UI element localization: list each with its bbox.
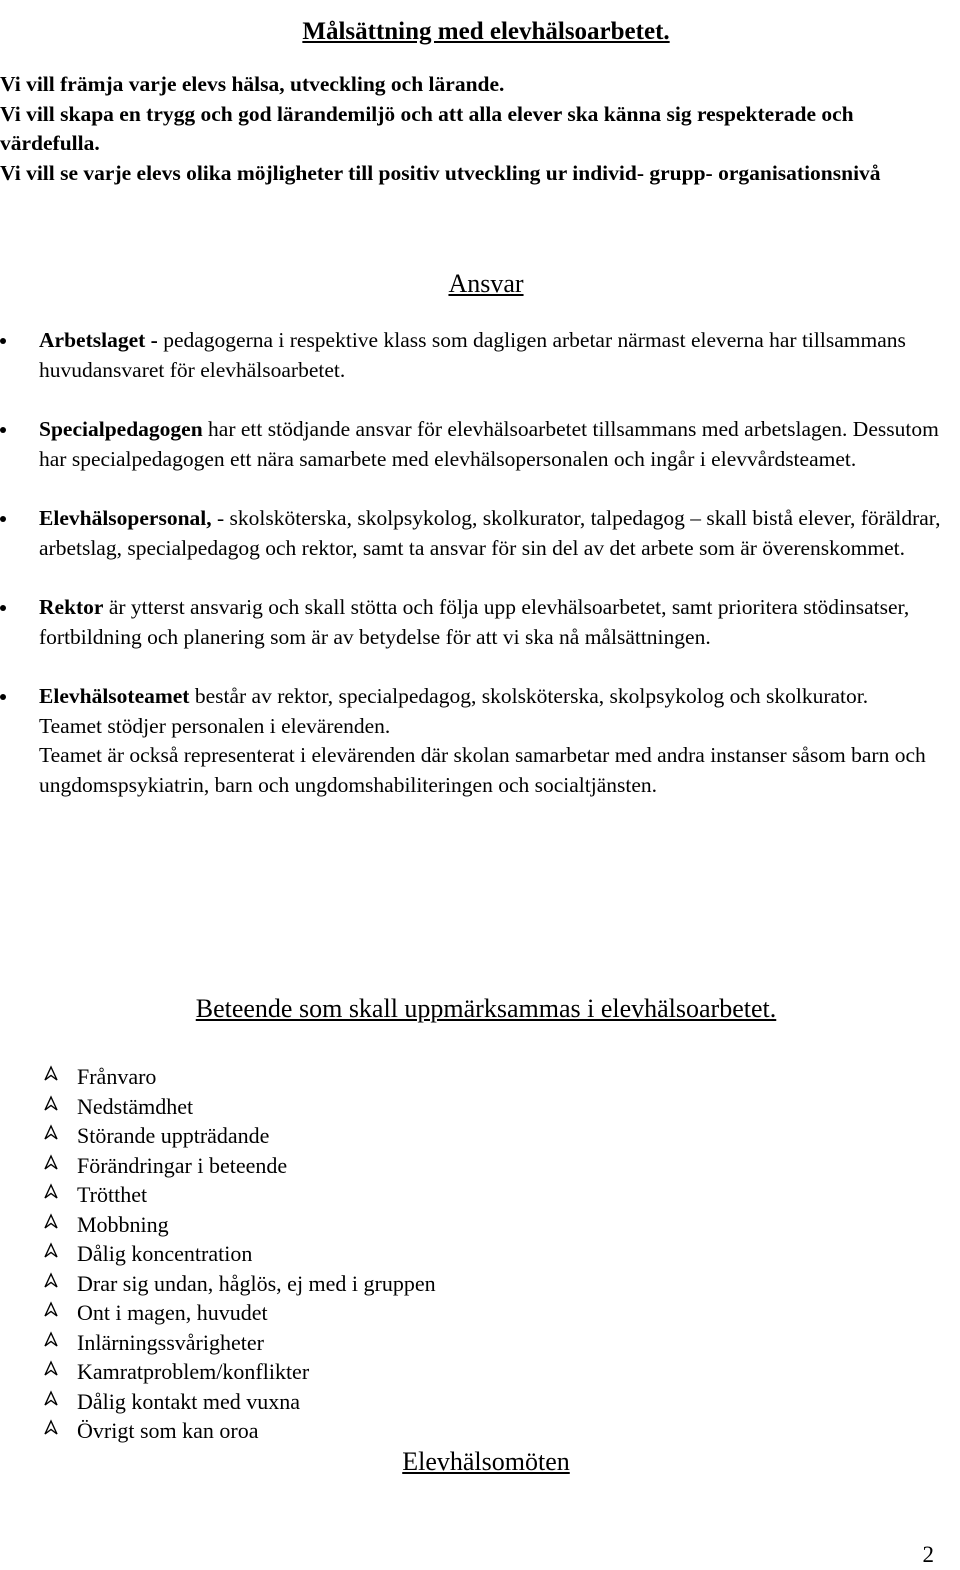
behavior-item xyxy=(0,1387,436,1417)
section-heading-elevhalsomoten: Elevhälsomöten xyxy=(402,1447,570,1476)
behavior-item xyxy=(0,1210,436,1240)
responsibility-text xyxy=(39,504,948,563)
behavior-label: Ont i magen, huvudet xyxy=(77,1300,268,1325)
behavior-item xyxy=(0,1416,436,1446)
behavior-label: Övrigt som kan oroa xyxy=(77,1418,259,1443)
responsibility-extra: Teamet stödjer personalen i elevärenden. xyxy=(39,713,391,738)
behavior-item xyxy=(0,1298,436,1328)
responsibility-text xyxy=(39,593,948,652)
behavior-label: Inlärningssvårigheter xyxy=(77,1329,264,1355)
arrowhead-up-icon xyxy=(42,1242,60,1262)
behavior-item xyxy=(0,1269,436,1299)
behavior-item xyxy=(0,1062,436,1092)
bullet-icon xyxy=(0,516,6,522)
responsibility-role: Rektor xyxy=(39,595,104,619)
intro-goal: Vi vill se varje elevs olika möjligheter till positiv utveckling ur individ- grupp- organisationsnivå xyxy=(0,160,881,185)
responsibility-item xyxy=(0,326,948,385)
intro-goal: Vi vill främja varje elevs hälsa, utveckling och lärande. xyxy=(0,72,505,96)
arrowhead-up-icon xyxy=(42,1124,60,1144)
arrowhead-up-icon xyxy=(42,1065,60,1085)
bullet-icon xyxy=(0,605,6,611)
behavior-list xyxy=(0,1062,436,1446)
responsibility-text xyxy=(39,326,948,385)
responsibility-text xyxy=(39,415,948,474)
behavior-item xyxy=(0,1092,436,1122)
behavior-label: Drar sig undan, håglös, ej med i gruppen xyxy=(77,1270,436,1296)
behavior-label: Mobbning xyxy=(77,1211,169,1237)
arrowhead-up-icon xyxy=(42,1331,60,1351)
behavior-item xyxy=(0,1328,436,1358)
arrowhead-up-icon xyxy=(42,1360,60,1380)
bullet-icon xyxy=(0,427,6,433)
arrowhead-up-icon xyxy=(42,1095,60,1115)
responsibility-item xyxy=(0,504,948,563)
page-number: 2 xyxy=(922,1542,934,1567)
arrowhead-up-icon xyxy=(42,1183,60,1203)
responsibility-role: Specialpedagogen xyxy=(39,417,203,441)
arrowhead-up-icon xyxy=(42,1390,60,1410)
responsibility-item xyxy=(0,415,948,474)
intro-goals xyxy=(0,70,950,188)
behavior-item xyxy=(0,1151,436,1181)
behavior-label: Nedstämdhet xyxy=(77,1093,194,1119)
responsibility-description: har ett stödjande ansvar för elevhälsoarbetet tillsammans med arbetslagen. Dessutom har specialpedagogen ett nära samarbete med elevhälsopersonalen och ingår i elevvårdsteamet. xyxy=(39,417,939,471)
behavior-label: Störande uppträdande xyxy=(77,1123,270,1148)
arrowhead-up-icon xyxy=(42,1213,60,1233)
responsibility-description: är ytterst ansvarig och skall stötta och följa upp elevhälsoarbetet, samt prioritera stödinsatser, fortbildning och planering som är av betydelse för att vi ska nå målsättningen. xyxy=(39,595,910,649)
responsibility-description: pedagogerna i respektive klass som dagligen arbetar närmast eleverna har tillsammans huvudansvaret för elevhälsoarbetet. xyxy=(39,328,906,382)
section-heading-ansvar: Ansvar xyxy=(448,269,524,298)
behavior-label: Kamratproblem/konflikter xyxy=(77,1359,310,1384)
arrowhead-up-icon xyxy=(42,1419,60,1439)
document-title: Målsättning med elevhälsoarbetet. xyxy=(302,17,670,45)
arrowhead-up-icon xyxy=(42,1301,60,1321)
behavior-item xyxy=(0,1180,436,1210)
responsibility-item xyxy=(0,682,948,800)
intro-goal: Vi vill skapa en trygg och god lärandemiljö och att alla elever ska känna sig respekterade och värdefulla. xyxy=(0,101,854,155)
behavior-label: Dålig koncentration xyxy=(77,1241,253,1266)
responsibility-role: Arbetslaget - xyxy=(39,328,158,352)
behavior-item xyxy=(0,1239,436,1269)
arrowhead-up-icon xyxy=(42,1154,60,1174)
section-heading-beteende: Beteende som skall uppmärksammas i elevhälsoarbetet. xyxy=(195,994,777,1023)
behavior-label: Dålig kontakt med vuxna xyxy=(77,1388,301,1414)
responsibility-description: består av rektor, specialpedagog, skolsköterska, skolpsykolog och skolkurator. xyxy=(189,684,869,708)
responsibility-text xyxy=(39,682,948,712)
responsibility-list xyxy=(0,326,948,830)
arrowhead-up-icon xyxy=(42,1272,60,1292)
responsibility-role: Elevhälsoteamet xyxy=(39,684,190,708)
behavior-item xyxy=(0,1357,436,1387)
behavior-item xyxy=(0,1121,436,1151)
responsibility-role: Elevhälsopersonal, xyxy=(39,506,212,530)
responsibility-description: - skolsköterska, skolpsykolog, skolkurator, talpedagog – skall bistå elever, föräldrar, arbetslag, specialpedagog och rektor, samt ta ansvar för sin del av det arbete som är överenskommet. xyxy=(39,506,941,560)
behavior-label: Frånvaro xyxy=(77,1064,157,1089)
responsibility-item xyxy=(0,593,948,652)
bullet-icon xyxy=(0,694,6,700)
behavior-label: Förändringar i beteende xyxy=(77,1152,288,1178)
responsibility-extra: Teamet är också representerat i elevärenden där skolan samarbetar med andra instanser såsom barn och ungdomspsykiatrin, barn och ungdomshabiliteringen och socialtjänsten. xyxy=(39,743,926,797)
bullet-icon xyxy=(0,338,6,344)
behavior-label: Trötthet xyxy=(77,1182,148,1207)
